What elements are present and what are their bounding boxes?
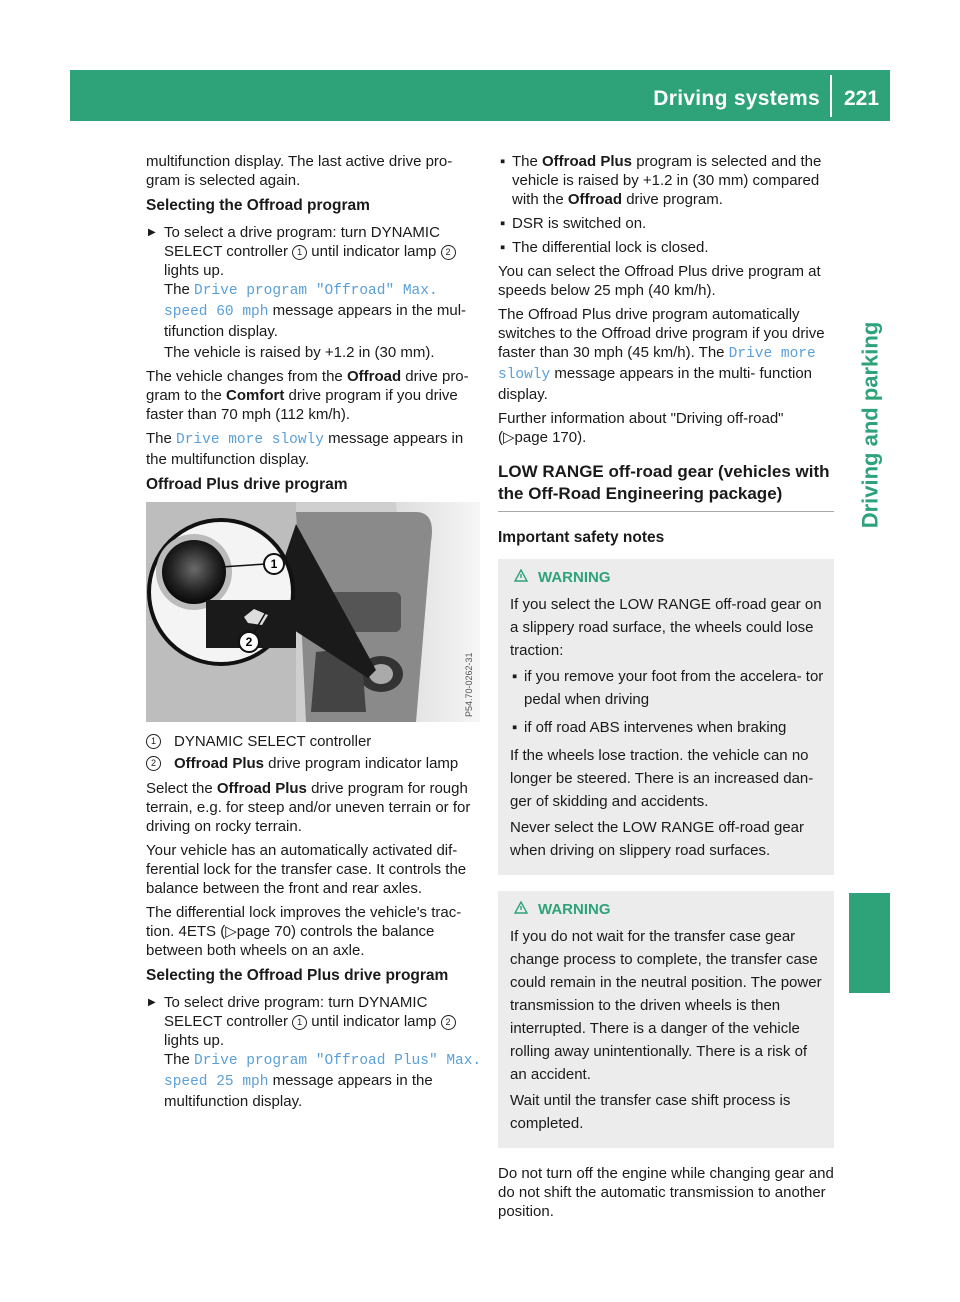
warning-text: If you do not wait for the transfer case gear change process to complete, the transfer case could remain in the neutral position. The power transmission to the driven wheels is then interrupted. There is a danger of the vehicle rolling away unintentionally. There is a risk of an accident. <box>510 928 822 1083</box>
instruction-step: ▶ To select a drive program: turn DYNAMIC SELECT controller 1 until indicator lamp 2 lights up. The Drive program "Offroad" Max. speed 60 mph message appears in the mul- tifunction display. <box>146 223 482 341</box>
heading-select-offroad: Selecting the Offroad program <box>146 197 370 214</box>
controller-figure <box>146 502 480 722</box>
page-number: 221 <box>844 87 880 110</box>
heading-select-plus: Selecting the Offroad Plus drive program <box>146 967 449 984</box>
legend-item: 2 Offroad Plus drive program indicator lamp <box>146 754 482 773</box>
changes-paragraph: The vehicle changes from the Offroad drive pro- gram to the Comfort drive program if you drive faster than 70 mph (112 km/h). <box>146 368 469 423</box>
warning-text: If the wheels lose traction. the vehicle can no longer be steered. There is an increased dan- ger of skidding and accidents. <box>510 747 814 810</box>
display-message: Drive program "Offroad Plus" Max. speed 25 mph <box>164 1053 482 1090</box>
traction-paragraph: The differential lock improves the vehicle's trac- tion. 4ETS (▷page 70) controls the balance between both wheels on an axle. <box>146 904 462 959</box>
right-column <box>498 152 834 1226</box>
list-item: ▪ The differential lock is closed. <box>498 238 834 257</box>
figure-marker-2: 2 <box>245 635 253 649</box>
intro-paragraph: multifunction display. The last active drive pro- gram is selected again. <box>146 153 453 189</box>
warning-heading: WARNING <box>510 899 826 921</box>
callout-1-icon: 1 <box>292 245 307 260</box>
page-ref-icon: ▷ <box>225 923 237 940</box>
chapter-label: Driving and parking <box>857 321 882 529</box>
heading-low-range: LOW RANGE off-road gear (vehicles with the Off-Road Engineering package) <box>498 462 830 503</box>
heading-rule <box>498 511 834 512</box>
callout-2-icon: 2 <box>441 245 456 260</box>
header-divider <box>830 75 832 117</box>
slowly-paragraph: The Drive more slowly message appears in the multifunction display. <box>146 430 464 468</box>
figure-marker-1: 1 <box>270 557 278 571</box>
warning-icon <box>514 567 528 589</box>
section-title: Driving systems <box>653 87 820 110</box>
speed-paragraph: You can select the Offroad Plus drive program at speeds below 25 mph (40 km/h). <box>498 263 821 299</box>
select-plus-paragraph: Select the Offroad Plus drive program for rough terrain, e.g. for steep and/or uneven terrain or for driving on rocky terrain. <box>146 780 471 835</box>
warning-icon <box>514 899 528 921</box>
diff-lock-paragraph: Your vehicle has an automatically activated dif- ferential lock for the transfer case. It controls the balance between the front and rear axles. <box>146 842 467 897</box>
controller-photo <box>146 502 480 722</box>
figure-code: P54.70-0262-31 <box>464 652 474 717</box>
list-item: ▪ The Offroad Plus program is selected and the vehicle is raised by +1.2 in (30 mm) compared with the Offroad drive program. <box>498 152 834 209</box>
warning-text: Never select the LOW RANGE off-road gear when driving on slippery road surfaces. <box>510 819 805 859</box>
warning-box <box>498 559 834 875</box>
page-ref-icon: ▷ <box>503 429 515 446</box>
list-item: ▪ DSR is switched on. <box>498 214 834 233</box>
chapter-marker <box>849 893 890 993</box>
warning-text: Wait until the transfer case shift process is completed. <box>510 1092 791 1132</box>
left-column <box>146 152 482 1113</box>
instruction-step: ▶ To select drive program: turn DYNAMIC SELECT controller 1 until indicator lamp 2 lights up. The Drive program "Offroad Plus" Max. speed 25 mph message appears in the multifunction display. <box>146 993 482 1111</box>
switch-paragraph: The Offroad Plus drive program automatically switches to the Offroad drive program if you drive faster than 30 mph (45 km/h). The Drive more slowly message appears in the multi- function display. <box>498 306 825 403</box>
further-info-paragraph: Further information about "Driving off-road" (▷page 170). <box>498 410 784 446</box>
list-item: ▪ if you remove your foot from the accelera- tor pedal when driving <box>510 665 826 711</box>
heading-offroad-plus: Offroad Plus drive program <box>146 476 348 493</box>
warning-box <box>498 891 834 1148</box>
chapter-tab <box>849 280 890 570</box>
raised-note: The vehicle is raised by +1.2 in (30 mm). <box>164 344 435 361</box>
warning-heading: WARNING <box>510 567 826 589</box>
warning-text: If you select the LOW RANGE off-road gear on a slippery road surface, the wheels could lose traction: <box>510 596 822 659</box>
legend-item: 1 DYNAMIC SELECT controller <box>146 732 482 751</box>
list-item: ▪ if off road ABS intervenes when braking <box>510 716 826 739</box>
heading-safety-notes: Important safety notes <box>498 529 665 546</box>
final-paragraph: Do not turn off the engine while changing gear and do not shift the automatic transmission to another position. <box>498 1165 834 1220</box>
display-message: Drive program "Offroad" Max. speed 60 mph <box>164 283 438 320</box>
